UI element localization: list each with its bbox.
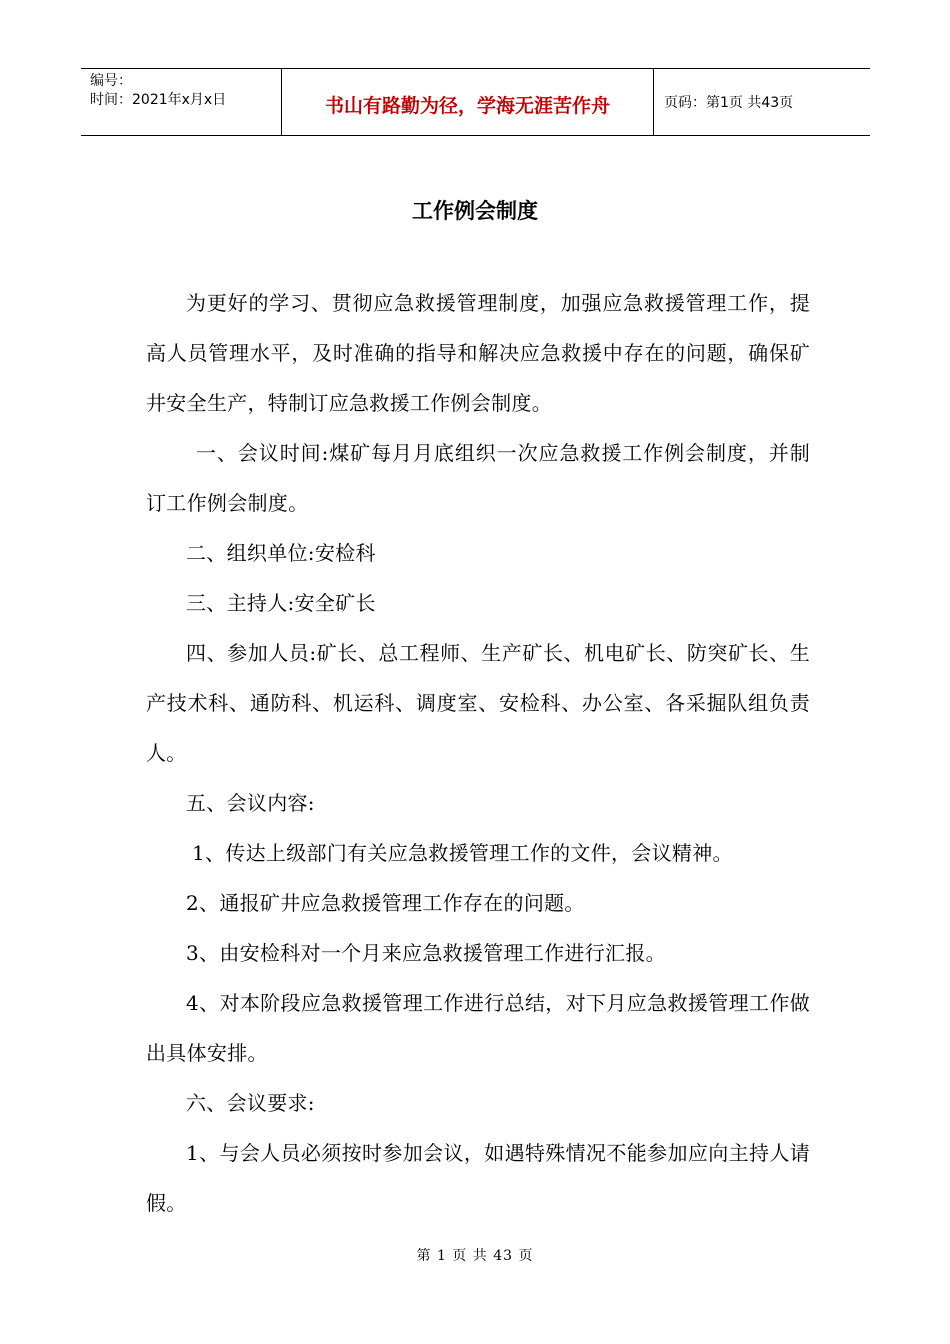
paragraph-content-item-4: 4、对本阶段应急救援管理工作进行总结，对下月应急救援管理工作做出具体安排。 — [146, 991, 810, 1065]
paragraph-content-item-2: 2、通报矿井应急救援管理工作存在的问题。 — [186, 891, 585, 915]
paragraph-organizer: 二、组织单位:安检科 — [186, 541, 376, 565]
paragraph-intro: 为更好的学习、贯彻应急救援管理制度，加强应急救援管理工作，提高人员管理水平，及时准确的指导和解决应急救援中存在的问题，确保矿井安全生产，特制订应急救援工作例会制度。 — [146, 291, 810, 415]
header-number-label: 编号： — [90, 73, 132, 89]
page-header — [81, 68, 870, 136]
paragraph-attendees: 四、参加人员:矿长、总工程师、生产矿长、机电矿长、防突矿长、生产技术科、通防科、机运科、调度室、安检科、办公室、各采掘队组负责人。 — [146, 641, 810, 765]
header-time-label: 时间：2021年x月x日 — [90, 92, 227, 108]
page-footer: 第 1 页 共 43 页 — [416, 1248, 534, 1264]
paragraph-requirements-heading: 六、会议要求: — [186, 1091, 315, 1115]
document-body — [146, 278, 810, 1228]
document-title: 工作例会制度 — [412, 199, 538, 223]
paragraph-content-item-1: 1、传达上级部门有关应急救援管理工作的文件，会议精神。 — [192, 841, 733, 865]
paragraph-requirement-item-1: 1、与会人员必须按时参加会议，如遇特殊情况不能参加应向主持人请假。 — [146, 1141, 810, 1215]
header-page-info: 页码：第1页 共43页 — [664, 95, 794, 111]
header-meta-cell — [81, 69, 282, 135]
paragraph-host: 三、主持人:安全矿长 — [186, 591, 376, 615]
header-motto: 书山有路勤为径，学海无涯苦作舟 — [282, 69, 654, 135]
paragraph-meeting-time: 一、会议时间:煤矿每月月底组织一次应急救援工作例会制度，并制订工作例会制度。 — [146, 441, 810, 515]
paragraph-content-heading: 五、会议内容: — [186, 791, 315, 815]
paragraph-content-item-3: 3、由安检科对一个月来应急救援管理工作进行汇报。 — [186, 941, 666, 965]
